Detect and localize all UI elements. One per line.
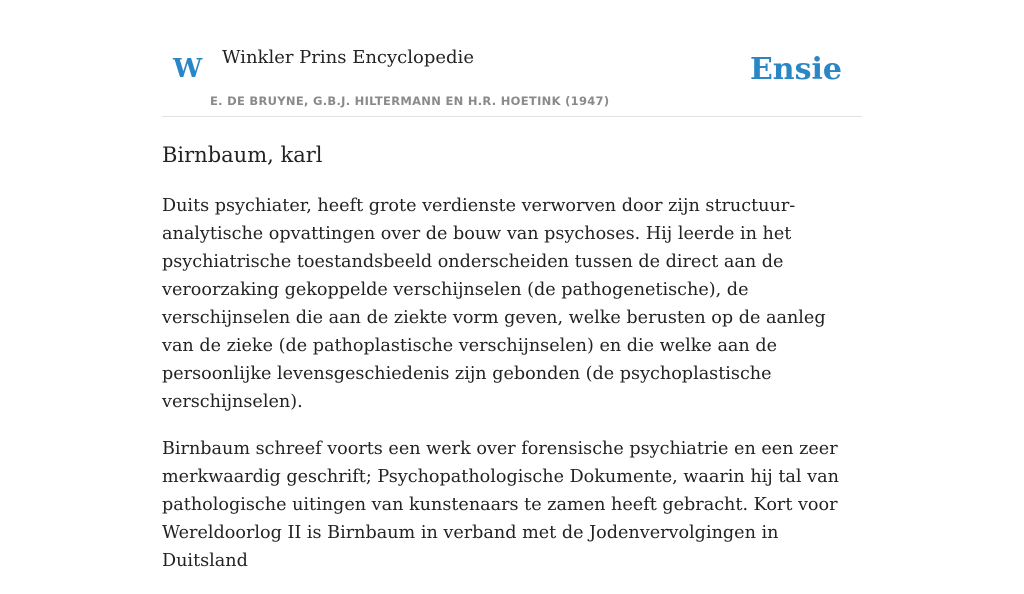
encyclopedia-logo[interactable]: W — [173, 54, 203, 84]
page — [162, 0, 862, 571]
article-body — [162, 192, 862, 594]
encyclopedia-authors: E. DE BRUYNE, G.B.J. HILTERMANN EN H.R. HOETINK (1947) — [210, 94, 610, 108]
encyclopedia-header — [162, 0, 862, 117]
encyclopedia-title[interactable]: Winkler Prins Encyclopedie — [222, 47, 474, 68]
ensie-brand-logo[interactable]: Ensie — [749, 52, 842, 87]
article-title: Birnbaum, karl — [162, 143, 323, 167]
article-paragraph: Duits psychiater, heeft grote verdienste verworven door zijn structuur-analytische opvattingen over de bouw van psychoses. Hij leerde in het psychiatrische toestandsbeeld onderscheiden tussen de direct aan de veroorzaking gekoppelde verschijnselen (de pathogenetische), de verschijnselen die aan de ziekte vorm geven, welke berusten op de aanleg van de zieke (de pathoplastische verschijnselen) en die welke aan de persoonlijke levensgeschiedenis zijn gebonden (de psychoplastische verschijnselen). — [162, 196, 826, 412]
article-paragraph: Birnbaum schreef voorts een werk over forensische psychiatrie en een zeer merkwaardig geschrift; Psychopathologische Dokumente, waarin hij tal van pathologische uitingen van kunstenaars te zamen heeft gebracht. Kort voor Wereldoorlog II is Birnbaum in verband met de Jodenvervolgingen in Duitsland — [162, 439, 839, 571]
